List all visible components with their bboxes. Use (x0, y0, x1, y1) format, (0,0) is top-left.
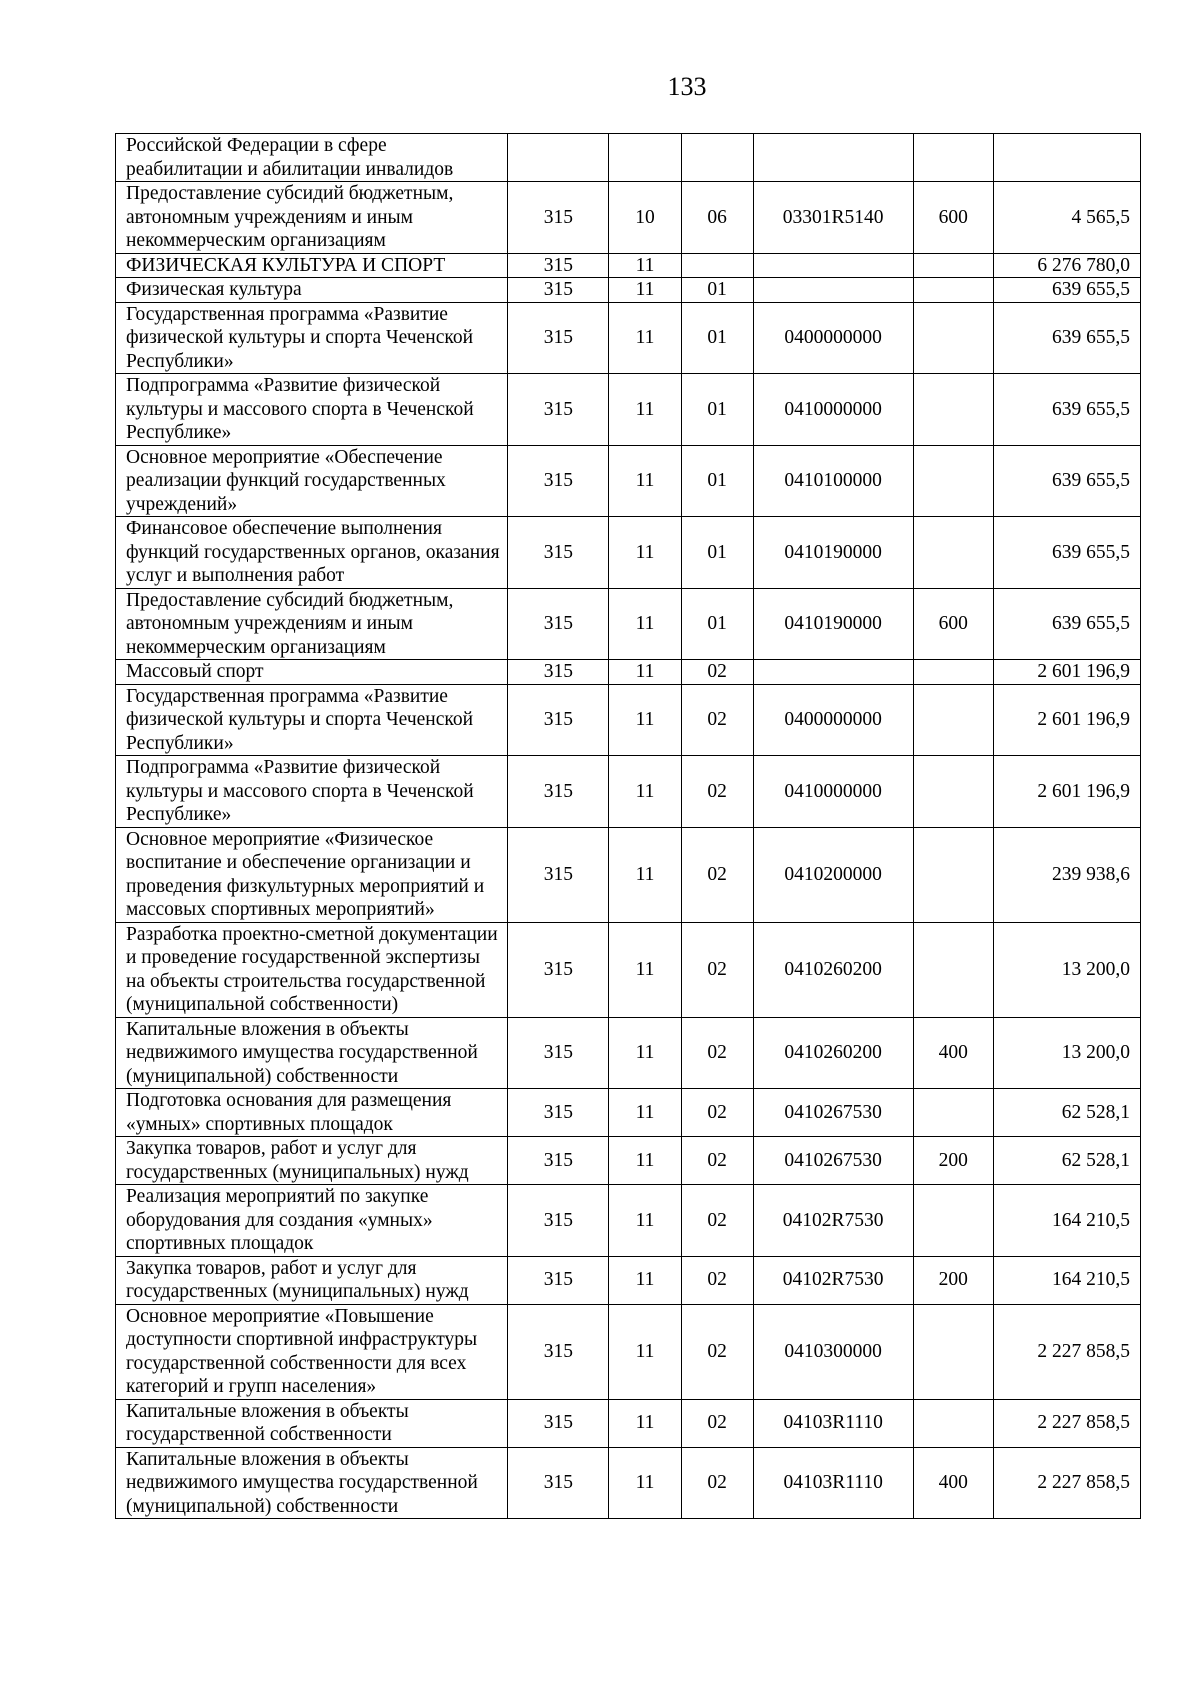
section-code-cell: 11 (609, 374, 681, 446)
section-code-cell: 11 (609, 1185, 681, 1257)
expense-type-cell: 400 (913, 1017, 993, 1089)
admin-code-cell: 315 (508, 684, 609, 756)
amount-cell: 13 200,0 (993, 922, 1140, 1017)
amount-cell: 62 528,1 (993, 1137, 1140, 1185)
item-name-cell: Государственная программа «Развитие физической культуры и спорта Чеченской Республики» (116, 302, 508, 374)
target-article-cell: 0410260200 (753, 1017, 913, 1089)
subsection-code-cell: 02 (681, 1256, 753, 1304)
item-name-cell: Основное мероприятие «Обеспечение реализации функций государственных учреждений» (116, 445, 508, 517)
admin-code-cell: 315 (508, 1304, 609, 1399)
subsection-code-cell: 02 (681, 1089, 753, 1137)
target-article-cell: 0410300000 (753, 1304, 913, 1399)
expense-type-cell: 400 (913, 1447, 993, 1519)
subsection-code-cell: 01 (681, 445, 753, 517)
admin-code-cell: 315 (508, 756, 609, 828)
target-article-cell (753, 660, 913, 685)
target-article-cell: 04103R1110 (753, 1447, 913, 1519)
target-article-cell (753, 134, 913, 182)
admin-code-cell (508, 134, 609, 182)
item-name-cell: Основное мероприятие «Физическое воспитание и обеспечение организации и проведения физкультурных мероприятий и массовых спортивных мероприятий» (116, 827, 508, 922)
table-row (116, 1304, 1141, 1399)
expense-type-cell (913, 1304, 993, 1399)
subsection-code-cell: 01 (681, 588, 753, 660)
amount-cell (993, 134, 1140, 182)
section-code-cell: 11 (609, 517, 681, 589)
item-name-cell: Закупка товаров, работ и услуг для государственных (муниципальных) нужд (116, 1256, 508, 1304)
item-name-cell: Физическая культура (116, 278, 508, 303)
admin-code-cell: 315 (508, 278, 609, 303)
amount-cell: 2 601 196,9 (993, 756, 1140, 828)
target-article-cell (753, 253, 913, 278)
item-name-cell: Подготовка основания для размещения «умных» спортивных площадок (116, 1089, 508, 1137)
subsection-code-cell: 02 (681, 1399, 753, 1447)
admin-code-cell: 315 (508, 922, 609, 1017)
subsection-code-cell (681, 134, 753, 182)
target-article-cell: 0410260200 (753, 922, 913, 1017)
target-article-cell: 04103R1110 (753, 1399, 913, 1447)
admin-code-cell: 315 (508, 1017, 609, 1089)
amount-cell: 639 655,5 (993, 588, 1140, 660)
admin-code-cell: 315 (508, 1185, 609, 1257)
section-code-cell: 11 (609, 684, 681, 756)
item-name-cell: ФИЗИЧЕСКАЯ КУЛЬТУРА И СПОРТ (116, 253, 508, 278)
item-name-cell: Разработка проектно-сметной документации и проведение государственной экспертизы на объекты строительства государственной (муниципальной собственности) (116, 922, 508, 1017)
amount-cell: 2 601 196,9 (993, 660, 1140, 685)
section-code-cell: 11 (609, 1447, 681, 1519)
table-row (116, 1256, 1141, 1304)
admin-code-cell: 315 (508, 1256, 609, 1304)
table-row (116, 1017, 1141, 1089)
target-article-cell: 0410100000 (753, 445, 913, 517)
target-article-cell: 0400000000 (753, 684, 913, 756)
table-row (116, 1089, 1141, 1137)
section-code-cell: 11 (609, 588, 681, 660)
amount-cell: 2 601 196,9 (993, 684, 1140, 756)
admin-code-cell: 315 (508, 302, 609, 374)
table-row (116, 1185, 1141, 1257)
expense-type-cell: 600 (913, 588, 993, 660)
target-article-cell: 0400000000 (753, 302, 913, 374)
amount-cell: 2 227 858,5 (993, 1447, 1140, 1519)
target-article-cell: 04102R7530 (753, 1256, 913, 1304)
table-row (116, 253, 1141, 278)
table-row (116, 1137, 1141, 1185)
section-code-cell: 11 (609, 756, 681, 828)
subsection-code-cell: 02 (681, 1304, 753, 1399)
amount-cell: 164 210,5 (993, 1185, 1140, 1257)
target-article-cell: 0410200000 (753, 827, 913, 922)
expense-type-cell (913, 517, 993, 589)
section-code-cell: 11 (609, 1137, 681, 1185)
item-name-cell: Предоставление субсидий бюджетным, автономным учреждениям и иным некоммерческим организациям (116, 182, 508, 254)
budget-table (115, 133, 1141, 1519)
table-row (116, 445, 1141, 517)
item-name-cell: Российской Федерации в сфере реабилитации и абилитации инвалидов (116, 134, 508, 182)
table-row (116, 374, 1141, 446)
admin-code-cell: 315 (508, 182, 609, 254)
expense-type-cell (913, 302, 993, 374)
amount-cell: 639 655,5 (993, 374, 1140, 446)
target-article-cell: 0410267530 (753, 1089, 913, 1137)
item-name-cell: Предоставление субсидий бюджетным, автономным учреждениям и иным некоммерческим организациям (116, 588, 508, 660)
subsection-code-cell: 01 (681, 302, 753, 374)
target-article-cell (753, 278, 913, 303)
item-name-cell: Капитальные вложения в объекты недвижимого имущества государственной (муниципальной) собственности (116, 1017, 508, 1089)
item-name-cell: Подпрограмма «Развитие физической культуры и массового спорта в Чеченской Республике» (116, 374, 508, 446)
section-code-cell: 11 (609, 445, 681, 517)
table-row (116, 827, 1141, 922)
admin-code-cell: 315 (508, 253, 609, 278)
admin-code-cell: 315 (508, 1089, 609, 1137)
section-code-cell: 11 (609, 253, 681, 278)
target-article-cell: 03301R5140 (753, 182, 913, 254)
subsection-code-cell: 02 (681, 1017, 753, 1089)
amount-cell: 2 227 858,5 (993, 1399, 1140, 1447)
table-row (116, 922, 1141, 1017)
admin-code-cell: 315 (508, 445, 609, 517)
admin-code-cell: 315 (508, 1447, 609, 1519)
expense-type-cell (913, 374, 993, 446)
table-row (116, 134, 1141, 182)
expense-type-cell (913, 922, 993, 1017)
expense-type-cell (913, 1185, 993, 1257)
table-row (116, 684, 1141, 756)
target-article-cell: 0410000000 (753, 756, 913, 828)
target-article-cell: 0410000000 (753, 374, 913, 446)
target-article-cell: 04102R7530 (753, 1185, 913, 1257)
admin-code-cell: 315 (508, 517, 609, 589)
section-code-cell: 11 (609, 1256, 681, 1304)
subsection-code-cell: 02 (681, 684, 753, 756)
table-row (116, 517, 1141, 589)
subsection-code-cell: 01 (681, 374, 753, 446)
expense-type-cell (913, 756, 993, 828)
table-row (116, 302, 1141, 374)
expense-type-cell (913, 684, 993, 756)
amount-cell: 239 938,6 (993, 827, 1140, 922)
amount-cell: 62 528,1 (993, 1089, 1140, 1137)
subsection-code-cell: 06 (681, 182, 753, 254)
subsection-code-cell: 02 (681, 1447, 753, 1519)
item-name-cell: Реализация мероприятий по закупке оборудования для создания «умных» спортивных площадок (116, 1185, 508, 1257)
target-article-cell: 0410190000 (753, 588, 913, 660)
section-code-cell: 11 (609, 1304, 681, 1399)
subsection-code-cell: 02 (681, 756, 753, 828)
amount-cell: 4 565,5 (993, 182, 1140, 254)
amount-cell: 639 655,5 (993, 302, 1140, 374)
admin-code-cell: 315 (508, 1399, 609, 1447)
subsection-code-cell: 01 (681, 278, 753, 303)
subsection-code-cell (681, 253, 753, 278)
admin-code-cell: 315 (508, 827, 609, 922)
table-row (116, 1399, 1141, 1447)
amount-cell: 639 655,5 (993, 278, 1140, 303)
amount-cell: 2 227 858,5 (993, 1304, 1140, 1399)
budget-table-body (116, 134, 1141, 1519)
expense-type-cell (913, 278, 993, 303)
expense-type-cell: 600 (913, 182, 993, 254)
item-name-cell: Государственная программа «Развитие физической культуры и спорта Чеченской Республики» (116, 684, 508, 756)
subsection-code-cell: 01 (681, 517, 753, 589)
subsection-code-cell: 02 (681, 660, 753, 685)
subsection-code-cell: 02 (681, 1185, 753, 1257)
subsection-code-cell: 02 (681, 922, 753, 1017)
target-article-cell: 0410267530 (753, 1137, 913, 1185)
item-name-cell: Капитальные вложения в объекты государственной собственности (116, 1399, 508, 1447)
table-row (116, 588, 1141, 660)
item-name-cell: Массовый спорт (116, 660, 508, 685)
admin-code-cell: 315 (508, 374, 609, 446)
section-code-cell: 11 (609, 660, 681, 685)
subsection-code-cell: 02 (681, 827, 753, 922)
amount-cell: 6 276 780,0 (993, 253, 1140, 278)
amount-cell: 639 655,5 (993, 445, 1140, 517)
table-row (116, 278, 1141, 303)
item-name-cell: Закупка товаров, работ и услуг для государственных (муниципальных) нужд (116, 1137, 508, 1185)
expense-type-cell (913, 445, 993, 517)
section-code-cell: 11 (609, 302, 681, 374)
expense-type-cell: 200 (913, 1256, 993, 1304)
item-name-cell: Капитальные вложения в объекты недвижимого имущества государственной (муниципальной) собственности (116, 1447, 508, 1519)
admin-code-cell: 315 (508, 588, 609, 660)
admin-code-cell: 315 (508, 1137, 609, 1185)
section-code-cell: 11 (609, 1399, 681, 1447)
item-name-cell: Финансовое обеспечение выполнения функций государственных органов, оказания услуг и выполнения работ (116, 517, 508, 589)
table-row (116, 1447, 1141, 1519)
expense-type-cell (913, 134, 993, 182)
section-code-cell: 10 (609, 182, 681, 254)
section-code-cell: 11 (609, 1017, 681, 1089)
expense-type-cell (913, 253, 993, 278)
table-row (116, 660, 1141, 685)
expense-type-cell (913, 827, 993, 922)
expense-type-cell (913, 1399, 993, 1447)
expense-type-cell (913, 660, 993, 685)
section-code-cell (609, 134, 681, 182)
amount-cell: 13 200,0 (993, 1017, 1140, 1089)
table-row (116, 756, 1141, 828)
item-name-cell: Основное мероприятие «Повышение доступности спортивной инфраструктуры государственной собственности для всех категорий и групп населения» (116, 1304, 508, 1399)
subsection-code-cell: 02 (681, 1137, 753, 1185)
target-article-cell: 0410190000 (753, 517, 913, 589)
section-code-cell: 11 (609, 1089, 681, 1137)
amount-cell: 164 210,5 (993, 1256, 1140, 1304)
expense-type-cell: 200 (913, 1137, 993, 1185)
expense-type-cell (913, 1089, 993, 1137)
page-number: 133 (667, 72, 707, 101)
section-code-cell: 11 (609, 827, 681, 922)
amount-cell: 639 655,5 (993, 517, 1140, 589)
table-row (116, 182, 1141, 254)
section-code-cell: 11 (609, 922, 681, 1017)
section-code-cell: 11 (609, 278, 681, 303)
item-name-cell: Подпрограмма «Развитие физической культуры и массового спорта в Чеченской Республике» (116, 756, 508, 828)
admin-code-cell: 315 (508, 660, 609, 685)
